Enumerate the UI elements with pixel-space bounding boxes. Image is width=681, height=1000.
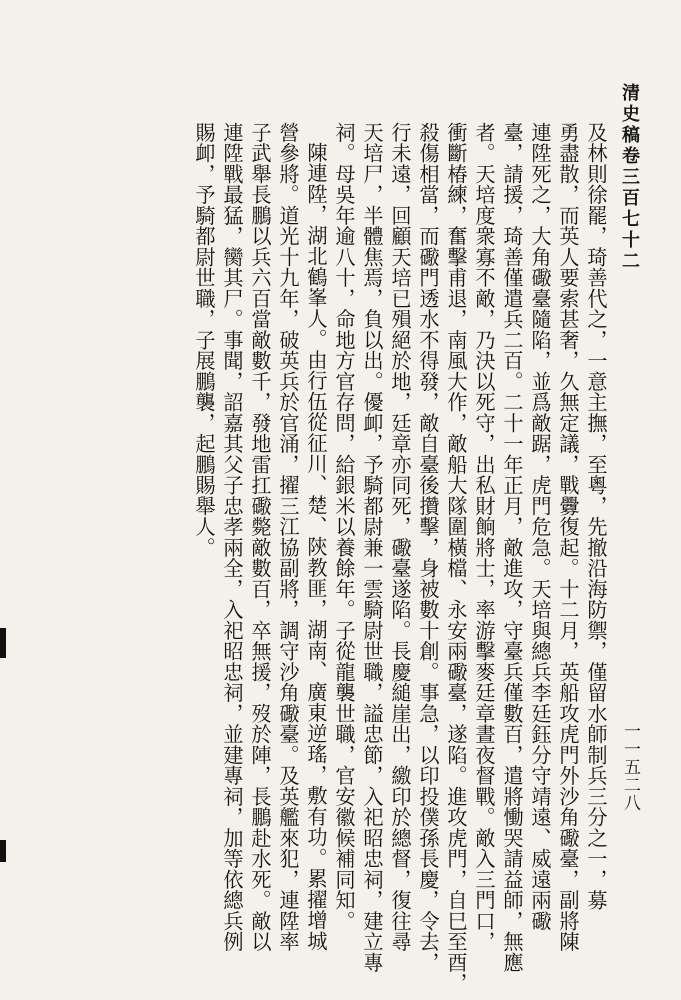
body-text <box>104 122 610 994</box>
text-column: 者。天培度衆寡不敵，乃決以死守，出私財餉將士，率游擊麥廷章晝夜督戰。敵入三門口， <box>472 122 496 952</box>
text-column: 營參將。道光十九年，破英兵於官涌，擢三江協副將，調守沙角礮臺。及英艦來犯，連陞率 <box>276 122 300 952</box>
text-column: 祠。母吳年逾八十，命地方官存問，給銀米以養餘年。子從龍襲世職，官安徽候補同知。 <box>332 122 356 932</box>
text-column: 連陞戰最猛，臠其尸。事聞，詔嘉其父子忠孝兩全，入祀昭忠祠，並建專祠，加等依總兵例 <box>220 122 244 952</box>
scan-edge-mark <box>0 840 6 862</box>
text-column: 衝斷椿練，奮擊甫退，南風大作，敵船大隊圍橫檔、永安兩礮臺，遂陷。進攻虎門，自巳至酉， <box>444 122 468 994</box>
text-column: 勇盡散，而英人要索甚奢，久無定議，戰釁復起。十二月，英船攻虎門外沙角礮臺，副將陳 <box>556 122 580 952</box>
text-column: 子武舉長鵬以兵六百當敵數千，發地雷扛礮斃敵數百，卒無援，歿於陣，長鵬赴水死。敵以 <box>248 122 272 952</box>
text-column: 天培尸，半體焦焉，負以出。優卹，予騎都尉兼一雲騎尉世職，謚忠節，入祀昭忠祠，建立專 <box>360 122 384 973</box>
text-column: 及林則徐罷，琦善代之，一意主撫，至粵，先撤沿海防禦，僅留水師制兵三分之一，募 <box>584 122 608 911</box>
scan-edge-mark <box>0 628 6 658</box>
text-column: 行未遠，回顧天培已殞絕於地，廷章亦同死，礮臺遂陷。長慶縋崖出，繳印於總督，復往尋 <box>388 122 412 952</box>
text-column: 賜卹，予騎都尉世職，子展鵬襲，起鵬賜舉人。 <box>192 122 216 558</box>
page-number: 一一五二八 <box>620 722 640 812</box>
text-column: 陳連陞，湖北鶴峯人。由行伍從征川、楚、陝教匪，湖南、廣東逆瑤，敷有功。累擢增城 <box>304 142 328 952</box>
text-column: 殺傷相當，而礮門透水不得發，敵自臺後攢擊，身被數十創。事急，以印投僕孫長慶，令去， <box>416 122 440 973</box>
running-title: 清史稿卷三百七十二 <box>619 83 640 272</box>
text-column: 連陞死之，大角礮臺隨陷，並爲敵踞，虎門危急。天培與總兵李廷鈺分守靖遠、威遠兩礮 <box>528 122 552 932</box>
text-column: 臺，請援，琦善僅遣兵二百。二十一年正月，敵進攻，守臺兵僅數百，遣將慟哭請益師，無應 <box>500 122 524 973</box>
